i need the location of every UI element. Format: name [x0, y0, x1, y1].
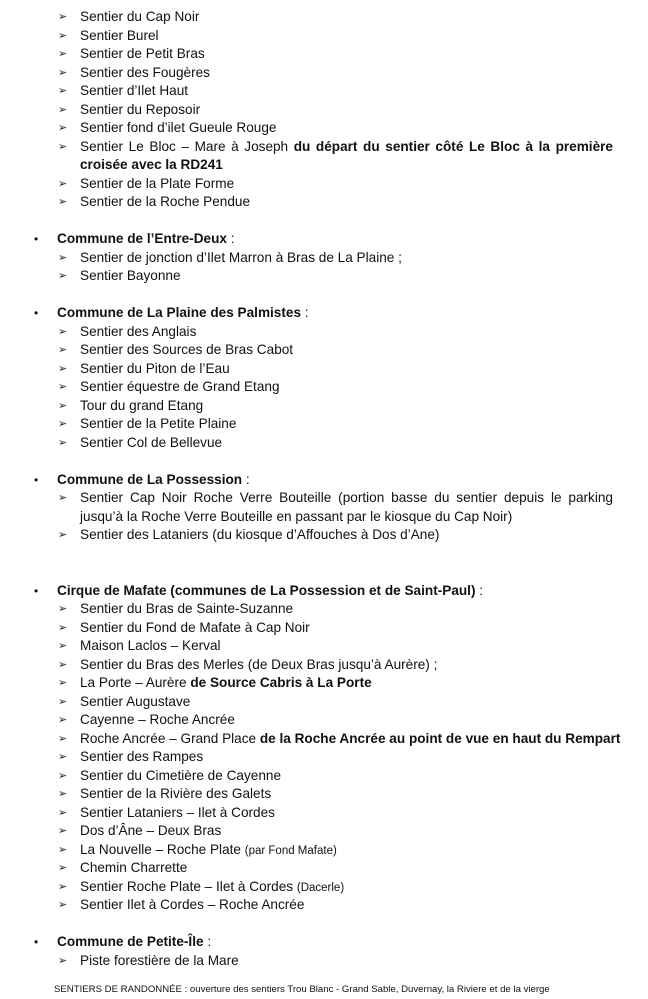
list-item: [0, 82, 648, 101]
list-item-note: (Dacerle): [296, 881, 345, 894]
list-item-text: Sentier des Lataniers (du kiosque d’Affouches à Dos d’Ane): [80, 527, 440, 542]
arrow-bullet-icon: ➢: [58, 362, 68, 375]
section-title: Commune de La Possession: [57, 471, 243, 487]
list-item: [0, 341, 648, 360]
arrow-bullet-icon: ➢: [58, 344, 68, 356]
arrow-bullet-icon: ➢: [58, 899, 68, 911]
list-item: [0, 526, 648, 545]
list-item-detail: de Source Cabris à La Porte: [190, 675, 372, 690]
list-item-text: Sentier Col de Bellevue: [80, 434, 223, 450]
section-colon: :: [475, 582, 484, 598]
section-title: Cirque de Mafate (communes de La Possession et de Saint-Paul): [57, 582, 476, 598]
arrow-bullet-icon: ➢: [58, 196, 68, 208]
spacer: [0, 915, 648, 934]
bullet-dot-icon: •: [34, 232, 39, 246]
bullet-dot-icon: •: [34, 583, 39, 598]
section-title: Commune de l’Entre-Deux: [57, 231, 227, 246]
arrow-bullet-icon: ➢: [58, 140, 68, 153]
arrow-bullet-icon: ➢: [58, 862, 68, 874]
arrow-bullet-icon: ➢: [58, 621, 68, 634]
list-item-text: Sentier de la Petite Plaine: [80, 416, 237, 431]
section-heading: [0, 304, 648, 323]
list-item-text: Sentier du Piton de l’Eau: [80, 360, 230, 376]
list-item: [0, 656, 648, 675]
list-item-text: Sentier équestre de Grand Etang: [80, 379, 280, 394]
list-item-text: Sentier Lataniers – Ilet à Cordes: [80, 804, 275, 820]
list-item-text: Sentier des Fougères: [80, 64, 210, 80]
arrow-bullet-icon: ➢: [58, 270, 68, 282]
list-item: [0, 619, 648, 638]
section-heading: [0, 933, 648, 952]
list-item: [0, 489, 648, 526]
arrow-bullet-icon: ➢: [58, 769, 68, 782]
section-title: Commune de La Plaine des Palmistes: [57, 305, 302, 320]
list-item-text: Sentier Le Bloc – Mare à Joseph: [80, 138, 294, 154]
section-heading: [0, 471, 648, 490]
list-item-text: La Porte – Aurère: [80, 675, 191, 690]
spacer: [0, 212, 648, 231]
list-item-detail: du départ du sentier côté Le Bloc à la première croisée avec la RD241: [80, 138, 613, 172]
list-item: [0, 249, 648, 268]
section-colon: :: [301, 305, 309, 320]
list-item: [0, 27, 648, 46]
list-item-text: Tour du grand Etang: [80, 397, 204, 413]
list-item: [0, 693, 648, 712]
list-item-text: Sentier Bayonne: [80, 268, 181, 283]
list-item-text: Sentier de la Roche Pendue: [80, 194, 251, 209]
list-item-text: Sentier fond d’ilet Gueule Rouge: [80, 120, 277, 135]
list-item: [0, 600, 648, 619]
list-item: [0, 101, 648, 120]
list-item-text: Piste forestière de la Mare: [80, 952, 239, 968]
spacer: [0, 286, 648, 305]
arrow-bullet-icon: ➢: [58, 788, 68, 800]
list-item-text: Roche Ancrée – Grand Place: [80, 730, 260, 746]
section-colon: :: [203, 934, 212, 949]
list-item-text: Sentier des Rampes: [80, 749, 204, 764]
list-item-text: Sentier des Sources de Bras Cabot: [80, 342, 294, 357]
list-item-text: Sentier de jonction d’Ilet Marron à Bras de La Plaine ;: [80, 249, 402, 265]
list-item: [0, 8, 648, 27]
arrow-bullet-icon: ➢: [58, 251, 68, 264]
list-item-text: Sentier Roche Plate – Ilet à Cordes: [80, 878, 297, 894]
arrow-bullet-icon: ➢: [58, 714, 68, 726]
arrow-bullet-icon: ➢: [58, 492, 68, 504]
list-item-text: Sentier du Cimetière de Cayenne: [80, 767, 281, 783]
list-item: [0, 730, 648, 749]
list-item: [0, 415, 648, 434]
arrow-bullet-icon: ➢: [58, 325, 68, 338]
list-item-note: (par Fond Mafate): [244, 844, 337, 857]
list-item-text: Maison Laclos – Kerval: [80, 638, 221, 653]
list-item-text: Sentier de la Rivière des Galets: [80, 786, 272, 801]
arrow-bullet-icon: ➢: [58, 122, 68, 134]
arrow-bullet-icon: ➢: [58, 640, 68, 652]
list-item: [0, 785, 648, 804]
list-item-text: Sentier du Reposoir: [80, 101, 201, 117]
spacer: [0, 452, 648, 471]
list-item: [0, 859, 648, 878]
arrow-bullet-icon: ➢: [58, 103, 68, 116]
list-item: [0, 952, 648, 971]
arrow-bullet-icon: ➢: [58, 695, 68, 708]
list-item-text: La Nouvelle – Roche Plate: [80, 841, 245, 857]
arrow-bullet-icon: ➢: [58, 880, 68, 893]
arrow-bullet-icon: ➢: [58, 29, 68, 42]
bullet-dot-icon: •: [34, 306, 39, 320]
arrow-bullet-icon: ➢: [58, 825, 68, 837]
list-item-text: Sentier du Cap Noir: [80, 9, 200, 24]
list-item-text: Sentier Ilet à Cordes – Roche Ancrée: [80, 897, 305, 912]
list-item: [0, 767, 648, 786]
document-body: [0, 8, 648, 970]
list-item: [0, 323, 648, 342]
page-footer: SENTIERS DE RANDONNÉE : ouverture des sentiers Trou Blanc - Grand Sable, Duvernay, la Riviere et de la vierge: [54, 984, 550, 995]
arrow-bullet-icon: ➢: [58, 418, 68, 430]
arrow-bullet-icon: ➢: [58, 66, 68, 79]
list-item-text: Sentier Burel: [80, 27, 159, 43]
list-item: [0, 896, 648, 915]
list-item: [0, 193, 648, 212]
list-item: [0, 878, 648, 897]
section-heading: [0, 582, 648, 601]
list-item-text: Sentier des Anglais: [80, 323, 197, 339]
list-item: [0, 378, 648, 397]
arrow-bullet-icon: ➢: [58, 658, 68, 671]
list-item-text: Cayenne – Roche Ancrée: [80, 712, 235, 727]
arrow-bullet-icon: ➢: [58, 843, 68, 856]
section-title: Commune de Petite-Île: [57, 934, 204, 949]
arrow-bullet-icon: ➢: [58, 11, 68, 23]
list-item: [0, 119, 648, 138]
arrow-bullet-icon: ➢: [58, 677, 68, 689]
list-item-text: Sentier du Bras de Sainte-Suzanne: [80, 601, 294, 616]
arrow-bullet-icon: ➢: [58, 177, 68, 190]
arrow-bullet-icon: ➢: [58, 603, 68, 615]
list-item-detail: de la Roche Ancrée au point de vue en haut du Rempart: [259, 730, 621, 746]
list-item-text: Dos d’Âne – Deux Bras: [80, 823, 222, 838]
list-item: [0, 138, 648, 175]
bullet-dot-icon: •: [34, 472, 39, 487]
arrow-bullet-icon: ➢: [58, 529, 68, 541]
list-item-text: Sentier de Petit Bras: [80, 46, 205, 61]
bullet-dot-icon: •: [34, 935, 39, 949]
list-item: [0, 711, 648, 730]
list-item: [0, 397, 648, 416]
list-item-text: Chemin Charrette: [80, 860, 188, 875]
list-item: [0, 637, 648, 656]
section-heading: [0, 230, 648, 249]
list-item: [0, 267, 648, 286]
arrow-bullet-icon: ➢: [58, 751, 68, 763]
arrow-bullet-icon: ➢: [58, 954, 68, 967]
section-colon: :: [242, 471, 250, 487]
list-item: [0, 175, 648, 194]
list-item: [0, 360, 648, 379]
list-item: [0, 748, 648, 767]
arrow-bullet-icon: ➢: [58, 732, 68, 745]
list-item-text: Sentier Augustave: [80, 693, 191, 709]
section-colon: :: [226, 231, 235, 246]
list-item-text: Sentier du Bras des Merles (de Deux Bras jusqu’à Aurère) ;: [80, 656, 438, 672]
arrow-bullet-icon: ➢: [58, 399, 68, 412]
arrow-bullet-icon: ➢: [58, 806, 68, 819]
list-item: [0, 674, 648, 693]
spacer: [0, 545, 648, 582]
arrow-bullet-icon: ➢: [58, 85, 68, 97]
list-item: [0, 822, 648, 841]
list-item: [0, 64, 648, 83]
list-item: [0, 841, 648, 860]
arrow-bullet-icon: ➢: [58, 436, 68, 449]
list-item-text: Sentier Cap Noir Roche Verre Bouteille (portion basse du sentier depuis le parking jusqu’à la Roche Verre Bouteille en passant par le kiosque du Cap Noir): [80, 490, 613, 524]
list-item-text: Sentier du Fond de Mafate à Cap Noir: [80, 619, 310, 635]
list-item-text: Sentier de la Plate Forme: [80, 175, 235, 191]
list-item: [0, 434, 648, 453]
list-item: [0, 45, 648, 64]
list-item: [0, 804, 648, 823]
arrow-bullet-icon: ➢: [58, 48, 68, 60]
arrow-bullet-icon: ➢: [58, 381, 68, 393]
list-item-text: Sentier d’Ilet Haut: [80, 83, 189, 98]
